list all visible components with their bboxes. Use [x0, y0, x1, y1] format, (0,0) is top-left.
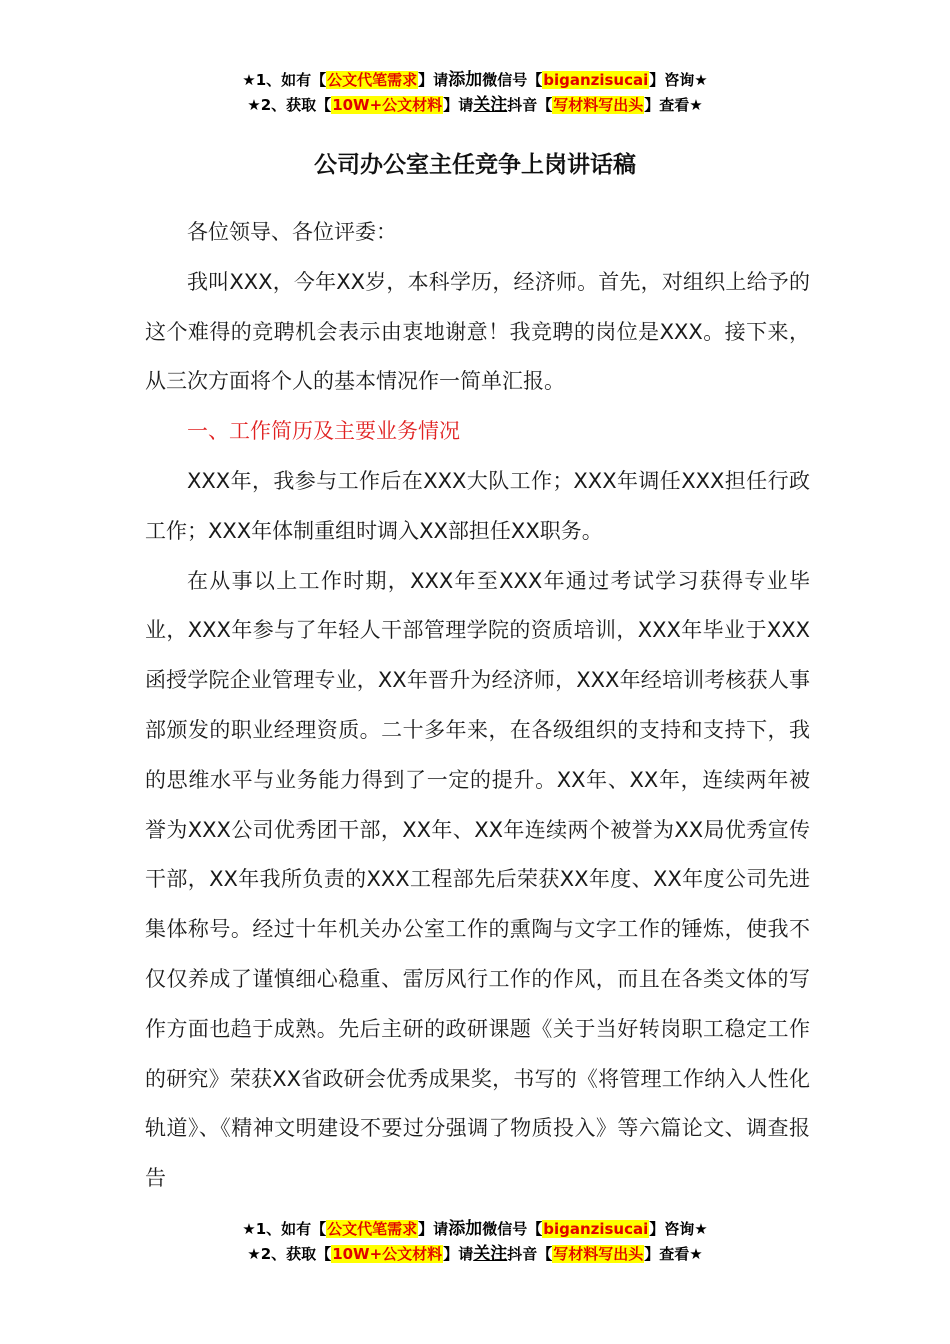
- banner-text: 】查看★: [644, 96, 703, 114]
- banner-text: 】请: [443, 1245, 474, 1263]
- banner-text: 】咨询★: [649, 71, 708, 89]
- banner-text: 】咨询★: [649, 1220, 708, 1238]
- greeting: 各位领导、各位评委：: [187, 220, 397, 244]
- banner-emphasis: 添加: [448, 1219, 483, 1239]
- banner-text: 】查看★: [644, 1245, 703, 1263]
- highlight-douyin: 写材料写出头: [553, 1245, 644, 1263]
- banner-text: ★1、如有【: [242, 71, 327, 89]
- banner-emphasis: 添加: [448, 70, 483, 90]
- footer-banner: [0, 1217, 950, 1267]
- banner-line-1: [0, 1217, 950, 1242]
- highlight-service: 公文代笔需求: [327, 71, 418, 89]
- paragraph-work-history: XXX年，我参与工作后在XXX大队工作；XXX年调任XXX担任行政工作；XXX年体制重组时调入XX部担任XX职务。: [145, 468, 810, 543]
- banner-text: 】请: [418, 71, 449, 89]
- section-heading: 一、工作简历及主要业务情况: [187, 419, 460, 444]
- paragraph-achievements: 在从事以上工作时期，XXX年至XXX年通过考试学习获得专业毕业，XXX年参与了年轻人干部管理学院的资质培训，XXX年毕业于XXX函授学院企业管理专业，XX年晋升为经济师，XXX年经培训考核获人事部颁发的职业经理资质。二十多年来，在各级组织的支持和支持下，我的思维水平与业务能力得到了一定的提升。XX年、XX年，连续两年被誉为XXX公司优秀团干部，XX年、XX年连续两个被誉为XX局优秀宣传干部，XX年我所负责的XXX工程部先后荣获XX年度、XX年度公司先进集体称号。经过十年机关办公室工作的熏陶与文字工作的锤炼，使我不仅仅养成了谨慎细心稳重、雷厉风行工作的作风，而且在各类文体的写作方面也趋于成熟。先后主研的政研课题《关于当好转岗职工稳定工作的研究》荣获XX省政研会优秀成果奖，书写的《将管理工作纳入人性化轨道》、《精神文明建设不要过分强调了物质投入》等六篇论文、调查报告: [145, 568, 810, 1191]
- banner-text: 】请: [418, 1220, 449, 1238]
- highlight-materials: 10W+公文材料: [332, 96, 443, 114]
- banner-text: ★2、获取【: [247, 1245, 332, 1263]
- banner-emphasis: 关注: [473, 1244, 508, 1264]
- document-body: [145, 208, 810, 1204]
- banner-text: 微信号【: [482, 1220, 543, 1238]
- banner-text: ★1、如有【: [242, 1220, 327, 1238]
- header-banner: [0, 68, 950, 118]
- highlight-wechat-id: biganzisucai: [543, 1220, 649, 1238]
- paragraph-intro: 我叫XXX，今年XX岁，本科学历，经济师。首先，对组织上给予的这个难得的竞聘机会表示由衷地谢意！我竞聘的岗位是XXX。接下来，从三次方面将个人的基本情况作一简单汇报。: [145, 269, 810, 394]
- document-title: 公司办公室主任竞争上岗讲话稿: [314, 152, 636, 178]
- banner-text: 抖音【: [507, 1245, 553, 1263]
- highlight-douyin: 写材料写出头: [553, 96, 644, 114]
- banner-text: 抖音【: [507, 96, 553, 114]
- banner-emphasis: 关注: [473, 95, 508, 115]
- banner-text: 微信号【: [482, 71, 543, 89]
- banner-text: ★2、获取【: [247, 96, 332, 114]
- banner-line-2: [0, 1242, 950, 1267]
- highlight-wechat-id: biganzisucai: [543, 71, 649, 89]
- banner-line-2: [0, 93, 950, 118]
- highlight-materials: 10W+公文材料: [332, 1245, 443, 1263]
- highlight-service: 公文代笔需求: [327, 1220, 418, 1238]
- banner-text: 】请: [443, 96, 474, 114]
- banner-line-1: [0, 68, 950, 93]
